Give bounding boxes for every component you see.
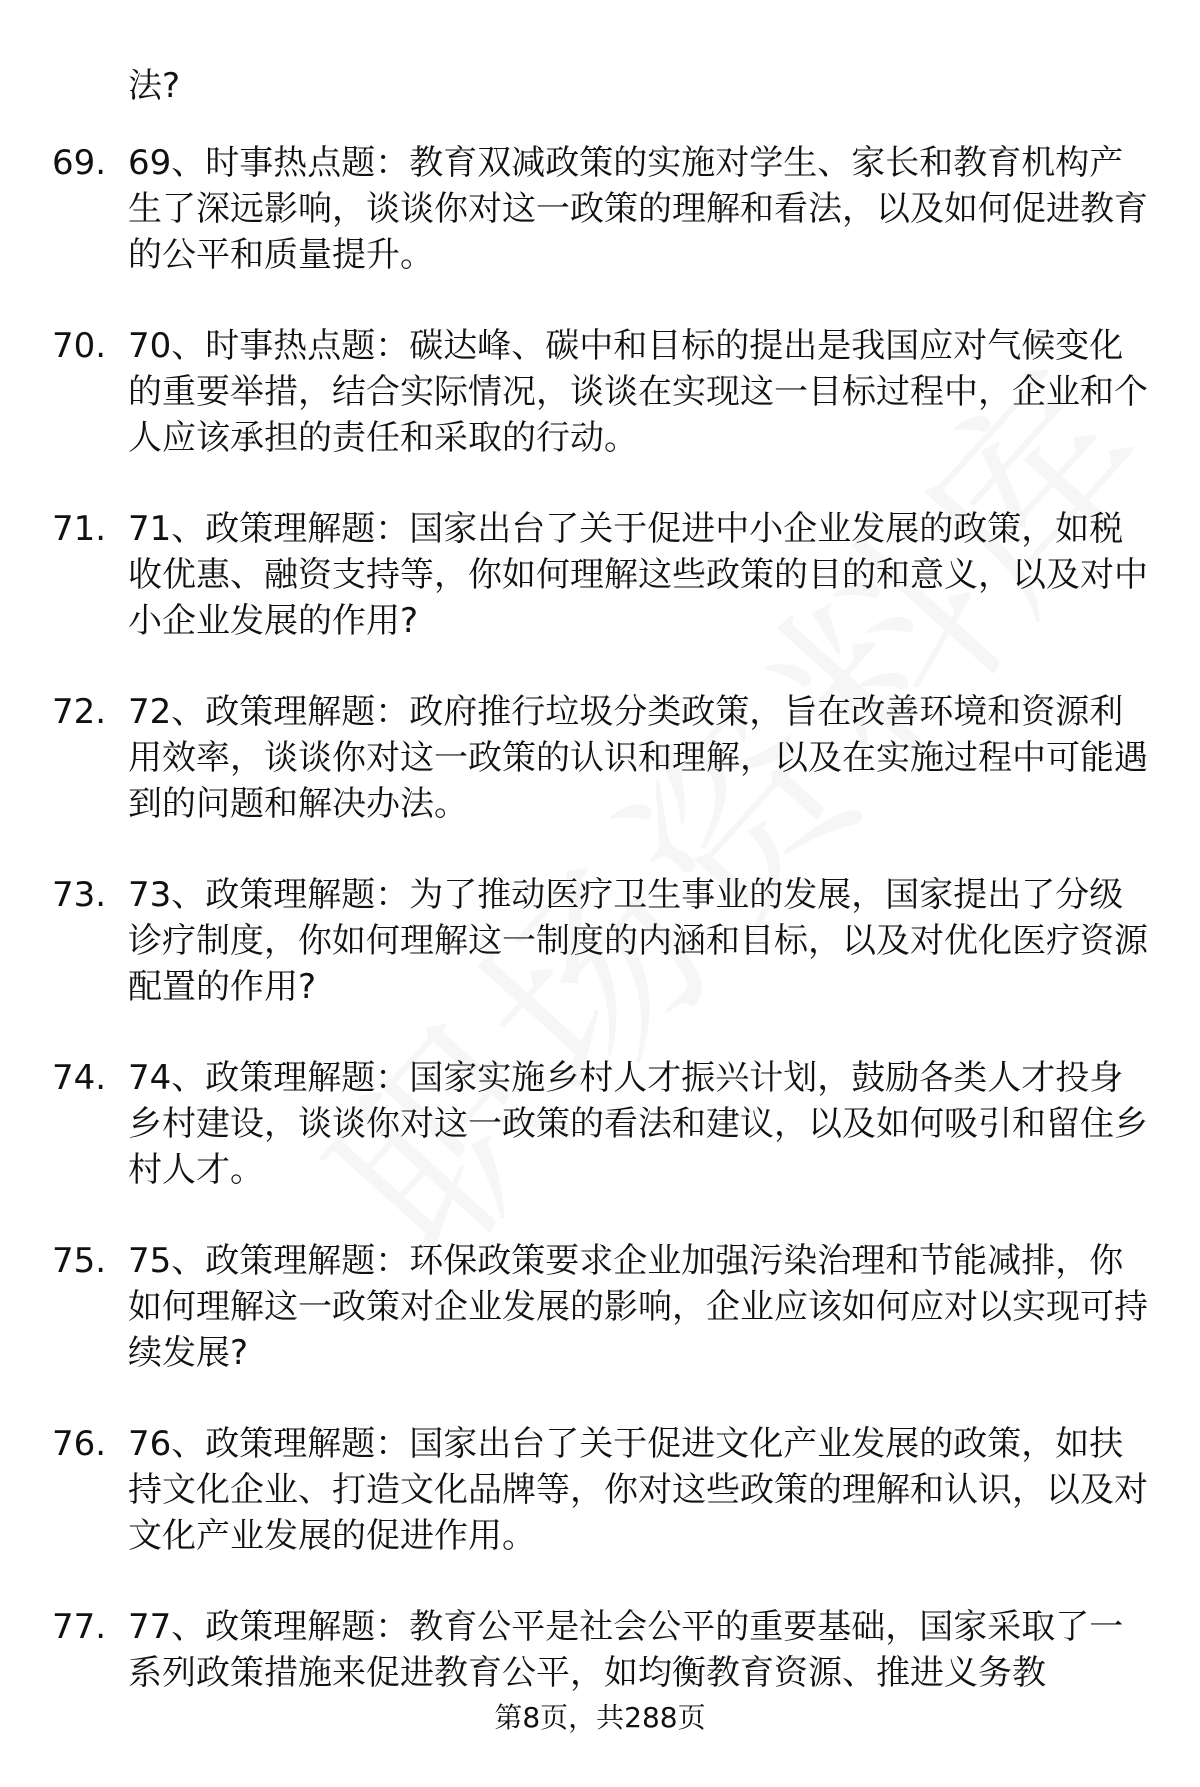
question-text: 76、政策理解题：国家出台了关于促进文化产业发展的政策，如扶持文化企业、打造文化品牌等，你对这些政策的理解和认识，以及对文化产业发展的促进作用。 — [128, 1424, 1148, 1556]
question-item — [0, 1238, 1200, 1421]
question-text: 77、政策理解题：教育公平是社会公平的重要基础，国家采取了一系列政策措施来促进教育公平，如均衡教育资源、推进义务教 — [128, 1607, 1124, 1693]
question-item — [0, 323, 1200, 506]
question-text: 71、政策理解题：国家出台了关于促进中小企业发展的政策，如税收优惠、融资支持等，你如何理解这些政策的目的和意义，以及对中小企业发展的作用? — [128, 509, 1148, 641]
question-number: 76. — [52, 1424, 107, 1464]
question-item — [0, 1421, 1200, 1604]
continuation-text: 法? — [128, 66, 181, 106]
question-number: 73. — [52, 875, 107, 915]
question-item — [0, 506, 1200, 689]
question-text: 75、政策理解题：环保政策要求企业加强污染治理和节能减排，你如何理解这一政策对企业发展的影响，企业应该如何应对以实现可持续发展? — [128, 1241, 1148, 1373]
question-number: 70. — [52, 326, 107, 366]
question-item — [0, 140, 1200, 323]
question-number: 75. — [52, 1241, 107, 1281]
question-number: 77. — [52, 1607, 107, 1647]
question-number: 72. — [52, 692, 107, 732]
question-number: 74. — [52, 1058, 107, 1098]
page-footer: 第8页，共288页 — [494, 1701, 706, 1734]
question-text: 70、时事热点题：碳达峰、碳中和目标的提出是我国应对气候变化的重要举措，结合实际情况，谈谈在实现这一目标过程中，企业和个人应该承担的责任和采取的行动。 — [128, 326, 1148, 458]
question-text: 69、时事热点题：教育双减政策的实施对学生、家长和教育机构产生了深远影响，谈谈你对这一政策的理解和看法，以及如何促进教育的公平和质量提升。 — [128, 143, 1148, 275]
question-text: 74、政策理解题：国家实施乡村人才振兴计划，鼓励各类人才投身乡村建设，谈谈你对这一政策的看法和建议，以及如何吸引和留住乡村人才。 — [128, 1058, 1148, 1190]
question-list — [0, 140, 1200, 1787]
question-text: 73、政策理解题：为了推动医疗卫生事业的发展，国家提出了分级诊疗制度，你如何理解这一制度的内涵和目标，以及对优化医疗资源配置的作用? — [128, 875, 1148, 1007]
question-item — [0, 1055, 1200, 1238]
question-item — [0, 872, 1200, 1055]
question-text: 72、政策理解题：政府推行垃圾分类政策，旨在改善环境和资源利用效率，谈谈你对这一政策的认识和理解，以及在实施过程中可能遇到的问题和解决办法。 — [128, 692, 1148, 824]
question-item — [0, 1604, 1200, 1787]
question-item — [0, 689, 1200, 872]
question-number: 71. — [52, 509, 107, 549]
question-number: 69. — [52, 143, 107, 183]
